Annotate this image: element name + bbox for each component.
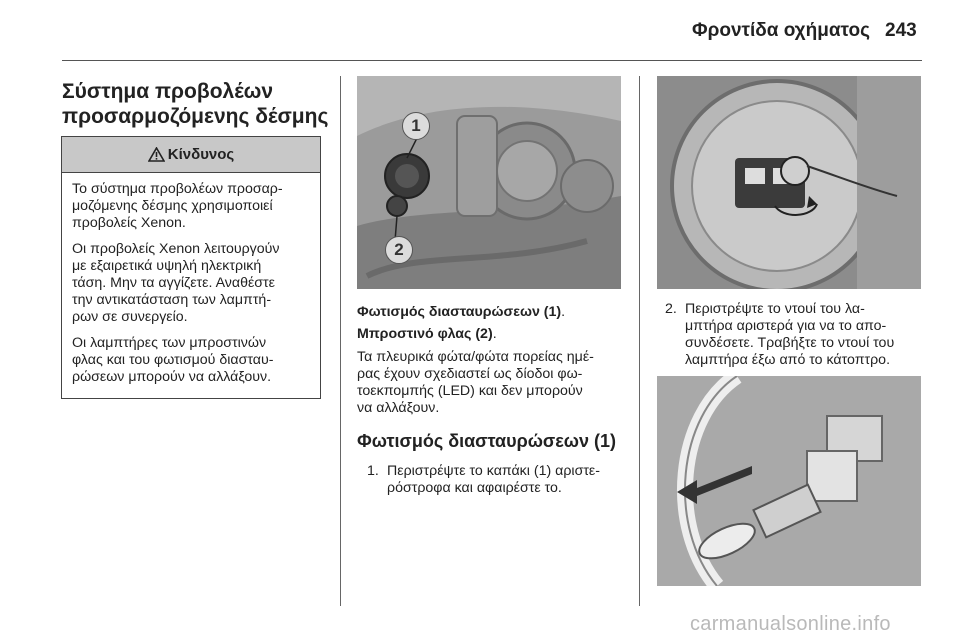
step-text [685, 301, 894, 369]
warning-line: Οι λαμπτήρες των μπροστινών [72, 335, 267, 351]
subheading-low-beam: Φωτισμός διασταυρώσεων (1) [357, 431, 616, 451]
warning-paragraph-3 [72, 335, 310, 386]
paragraph-line: ρας έχουν σχεδιαστεί ως δίοδοι φω‐ [357, 366, 583, 382]
step-line: Περιστρέψτε το ντουί του λα‐ [685, 301, 865, 317]
caption-low-beam-text: Φωτισμός διασταυρώσεων (1) [357, 304, 562, 320]
bulb-removal-figure [657, 376, 921, 586]
paragraph-line: τοεκπομπής (LED) και δεν μπορούν [357, 383, 583, 399]
warning-paragraph-1 [72, 181, 310, 232]
warning-line: την αντικατάσταση των λαμπτή‐ [72, 292, 272, 308]
caption-punct: . [492, 326, 497, 342]
warning-label: Κίνδυνος [167, 146, 235, 163]
callout-1: 1 [402, 112, 430, 140]
section-title-line-1: Σύστημα προβολέων [62, 80, 274, 103]
step-2 [665, 301, 927, 371]
warning-line: τάση. Μην τα αγγίζετε. Αναθέστε [72, 275, 275, 291]
column-divider-right [639, 76, 640, 606]
warning-line: με εξαιρετικά υψηλή ηλεκτρική [72, 258, 262, 274]
page-number: 243 [885, 20, 917, 41]
warning-line: προβολείς Xenon. [72, 215, 186, 231]
step-text [387, 463, 600, 497]
reflector-illustration [657, 76, 921, 289]
led-paragraph [357, 349, 627, 417]
step-1 [367, 463, 629, 503]
column-divider-left [340, 76, 341, 606]
paragraph-line: Τα πλευρικά φώτα/φώτα πορείας ημέ‐ [357, 349, 594, 365]
warning-line: φλας και του φωτισμού διασταυ‐ [72, 352, 274, 368]
header-divider [62, 60, 922, 61]
danger-warning-box [61, 136, 321, 399]
page-header [0, 0, 960, 62]
caption-low-beam [357, 304, 627, 321]
step-line: συνδέσετε. Τραβήξτε το ντουί του [685, 335, 895, 351]
warning-line: Οι προβολείς Xenon λειτουργούν [72, 241, 280, 257]
warning-header [62, 137, 320, 173]
bulb-removal-illustration [657, 376, 921, 586]
step-line: λαμπτήρα έξω από το κάτοπτρο. [685, 352, 891, 368]
warning-triangle-icon [148, 147, 165, 162]
warning-line: Το σύστημα προβολέων προσαρ‐ [72, 181, 283, 197]
step-number: 1. [367, 463, 379, 479]
header-title: Φροντίδα οχήματος [692, 20, 870, 41]
step-line: μπτήρα αριστερά για να το απο‐ [685, 318, 887, 334]
caption-front-indicator [357, 326, 627, 343]
watermark: carmanualsonline.info [690, 613, 891, 635]
warning-line: ρων σε συνεργείο. [72, 309, 188, 325]
caption-punct: . [561, 304, 566, 320]
reflector-figure [657, 76, 921, 289]
section-title-line-2: προσαρμοζόμενης δέσμης [62, 105, 329, 128]
caption-front-indicator-text: Μπροστινό φλας (2) [357, 326, 493, 342]
paragraph-line: να αλλάξουν. [357, 400, 440, 416]
warning-line: μοζόμενης δέσμης χρησιμοποιεί [72, 198, 273, 214]
step-line: Περιστρέψτε το καπάκι (1) αριστε‐ [387, 463, 600, 479]
warning-paragraph-2 [72, 241, 310, 326]
section-title [62, 79, 337, 129]
headlamp-figure [357, 76, 621, 289]
step-line: ρόστροφα και αφαιρέστε το. [387, 480, 562, 496]
step-number: 2. [665, 301, 677, 317]
callout-2: 2 [385, 236, 413, 264]
warning-line: ρώσεων μπορούν να αλλάξουν. [72, 369, 272, 385]
warning-body [62, 173, 320, 386]
